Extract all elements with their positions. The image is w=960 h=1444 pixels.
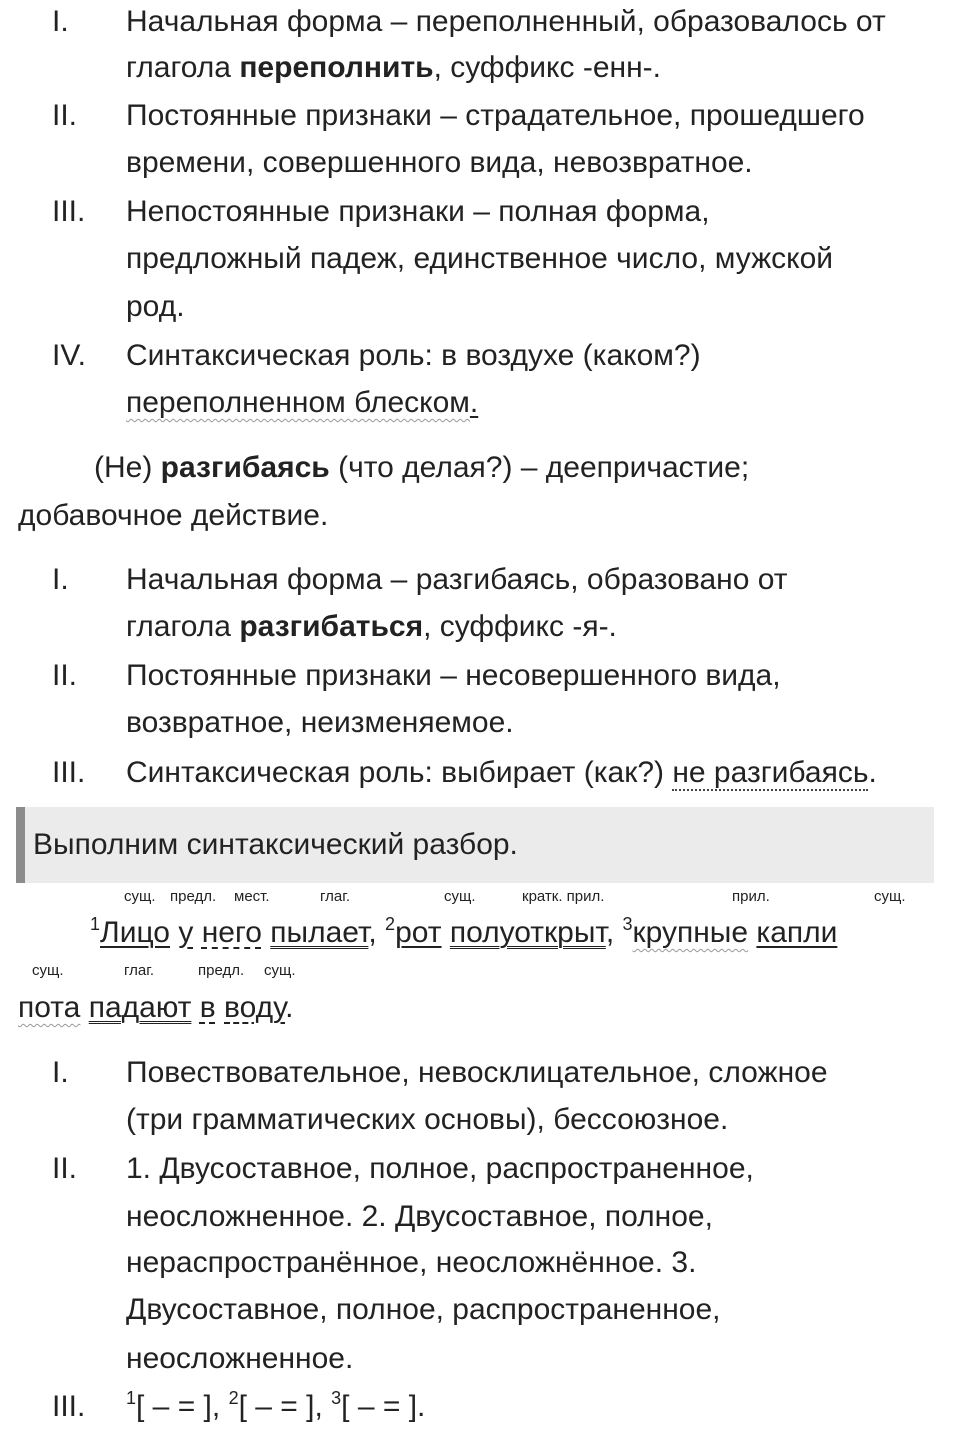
pos-label: предл.	[170, 888, 217, 905]
list-numeral: I.	[52, 563, 69, 596]
list-numeral: III.	[52, 1390, 86, 1423]
list-numeral: IV.	[52, 339, 86, 372]
list-item-text: глагола разгибаться, суффикс -я-.	[126, 610, 617, 643]
underlined-phrase: переполненном блеском	[126, 386, 470, 419]
list-item-text: род.	[126, 290, 185, 323]
list-item-text: нераспространённое, неосложнённое. 3.	[126, 1246, 697, 1279]
pos-label: глаг.	[320, 888, 351, 905]
pos-label: сущ.	[264, 962, 296, 979]
subject-word: рот	[395, 916, 442, 949]
list-item-text: Постоянные признаки – страдательное, прошедшего	[126, 99, 865, 132]
list-numeral: III.	[52, 756, 86, 789]
pos-label: прил.	[732, 888, 770, 905]
list-item-text: неосложненное.	[126, 1342, 354, 1375]
predicate-word: падают	[88, 991, 192, 1024]
section-banner	[16, 807, 934, 883]
list-numeral: II.	[52, 99, 78, 132]
sentence-line-1: $^1$Лицо у него пылает, $^2$рот полуоткрыт, $^3$крупные капли	[90, 914, 838, 949]
adverbial-word: в	[199, 991, 216, 1024]
list-item-text: глагола переполнить, суффикс -енн-.	[126, 51, 661, 84]
attribute-word: крупные	[632, 916, 749, 949]
scheme-text: $^1$[ – = ], $^2$[ – = ], $^3$[ – = ].	[126, 1388, 426, 1423]
list-numeral: I.	[52, 5, 69, 38]
list-item-text: возвратное, неизменяемое.	[126, 706, 514, 739]
pos-label: сущ.	[124, 888, 156, 905]
section-banner-text: Выполним синтаксический разбор.	[33, 828, 518, 861]
list-item-text: предложный падеж, единственное число, мужской	[126, 242, 834, 275]
list-numeral: II.	[52, 1152, 78, 1185]
subject-word: капли	[756, 916, 838, 949]
pos-label: глаг.	[124, 962, 155, 979]
gerund-heading: (Не) разгибаясь (что делая?) – деепричастие;	[94, 451, 750, 484]
adverbial-word: у	[178, 916, 194, 949]
attribute-word: пота	[18, 991, 81, 1024]
predicate-word: полуоткрыт	[449, 916, 606, 949]
list-item-text: времени, совершенного вида, невозвратное.	[126, 146, 753, 179]
pos-label: кратк. прил.	[522, 888, 605, 905]
list-item-text: 1. Двусоставное, полное, распространенное,	[126, 1152, 754, 1185]
list-item-text: (три грамматических основы), бессоюзное.	[126, 1103, 729, 1136]
pos-label: сущ.	[874, 888, 906, 905]
list-numeral: II.	[52, 659, 78, 692]
list-item-text: неосложненное. 2. Двусоставное, полное,	[126, 1200, 713, 1233]
list-item-text: Непостоянные признаки – полная форма,	[126, 195, 710, 228]
list-item-text: переполненном блеском.	[126, 386, 479, 419]
list-numeral: I.	[52, 1056, 69, 1089]
sentence-line-2: пота падают в воду.	[18, 991, 294, 1024]
underlined-phrase: не разгибаясь	[672, 756, 869, 789]
pos-label: мест.	[234, 888, 270, 905]
list-item-text: Начальная форма – переполненный, образовалось от	[126, 5, 886, 38]
pos-label: сущ.	[444, 888, 476, 905]
list-item-text: Синтаксическая роль: выбирает (как?) не разгибаясь.	[126, 756, 877, 789]
pos-label: сущ.	[32, 962, 64, 979]
list-item-text: Повествовательное, невосклицательное, сложное	[126, 1056, 828, 1089]
list-item-text: Начальная форма – разгибаясь, образовано от	[126, 563, 788, 596]
gerund-heading-cont: добавочное действие.	[18, 499, 329, 532]
list-numeral: III.	[52, 195, 86, 228]
predicate-word: пылает	[270, 916, 369, 949]
list-item-text: Двусоставное, полное, распространенное,	[126, 1293, 721, 1326]
adverbial-word: воду	[224, 991, 286, 1024]
list-item-text: Постоянные признаки – несовершенного вида,	[126, 659, 781, 692]
list-item-text: Синтаксическая роль: в воздухе (каком?)	[126, 339, 701, 372]
pos-label: предл.	[198, 962, 245, 979]
adverbial-word: него	[201, 916, 262, 949]
subject-word: Лицо	[100, 916, 170, 949]
